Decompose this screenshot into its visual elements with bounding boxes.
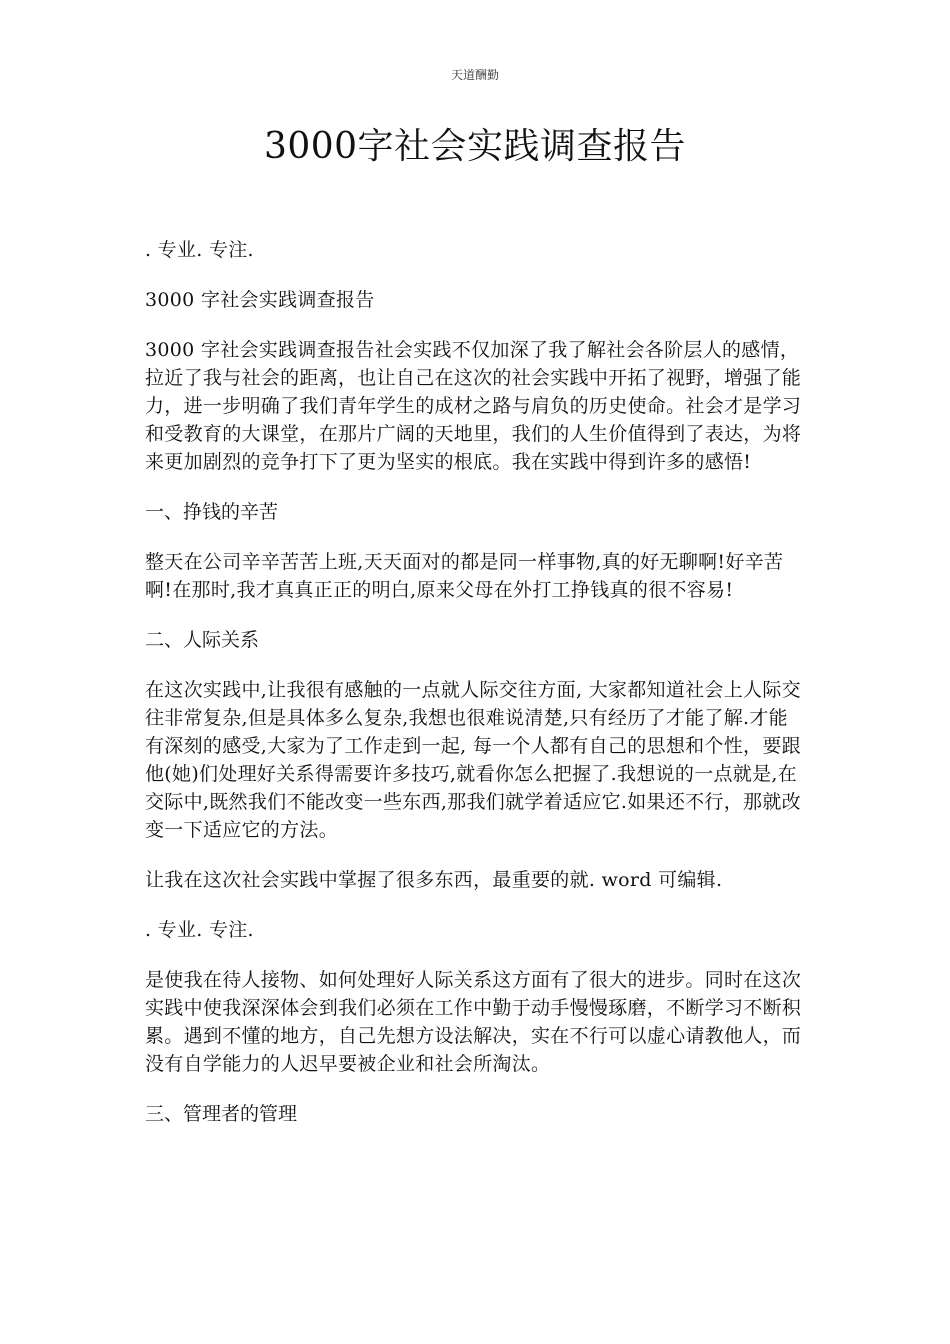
section-heading-earning: 一、挣钱的辛苦 [145, 501, 279, 523]
paragraph-progress: 是使我在待人接物、如何处理好人际关系这方面有了很大的进步。同时在这次实践中使我深深体会到我们必须在工作中勤于动手慢慢琢磨，不断学习不断积累。遇到不懂的地方，自己先想方设法解决，实在不行可以虚心请教他人，而没有自学能力的人迟早要被企业和社会所淘汰。 [145, 969, 802, 1075]
paragraph-earning: 整天在公司辛辛苦苦上班,天天面对的都是同一样事物,真的好无聊啊!好辛苦啊!在那时,我才真真正正的明白,原来父母在外打工挣钱真的很不容易! [145, 551, 784, 601]
paragraph-tagline-repeat: . 专业. 专注. [145, 919, 254, 941]
document-body [145, 236, 805, 1150]
paragraph-subtitle: 3000 字社会实践调查报告 [145, 289, 375, 311]
section-heading-management: 三、管理者的管理 [145, 1103, 298, 1125]
page-header: 天道酬勤 [450, 68, 499, 82]
section-heading-relations: 二、人际关系 [145, 629, 260, 651]
paragraph-relations: 在这次实践中,让我很有感触的一点就人际交往方面, 大家都知道社会上人际交往非常复杂,但是具体多么复杂,我想也很难说清楚,只有经历了才能了解.才能有深刻的感受,大家为了工作走到一起, 每一个人都有自己的思想和个性，要跟他(她)们处理好关系得需要许多技巧,就看你怎么把握了.我想说的一点就是,在交际中,既然我们不能改变一些东西,那我们就学着适应它.如果还不行，那就改变一下适应它的方法。 [145, 679, 801, 841]
paragraph-intro: 3000 字社会实践调查报告社会实践不仅加深了我了解社会各阶层人的感情，拉近了我与社会的距离，也让自己在这次的社会实践中开拓了视野，增强了能力，进一步明确了我们青年学生的成材之路与肩负的历史使命。社会才是学习和受教育的大课堂，在那片广阔的天地里，我们的人生价值得到了表达，为将来更加剧烈的竞争打下了更为坚实的根底。我在实践中得到许多的感悟! [145, 339, 802, 473]
paragraph-learned: 让我在这次社会实践中掌握了很多东西，最重要的就. word 可编辑. [145, 869, 723, 891]
paragraph-tagline: . 专业. 专注. [145, 239, 254, 261]
document-title: 3000字社会实践调查报告 [263, 126, 687, 167]
